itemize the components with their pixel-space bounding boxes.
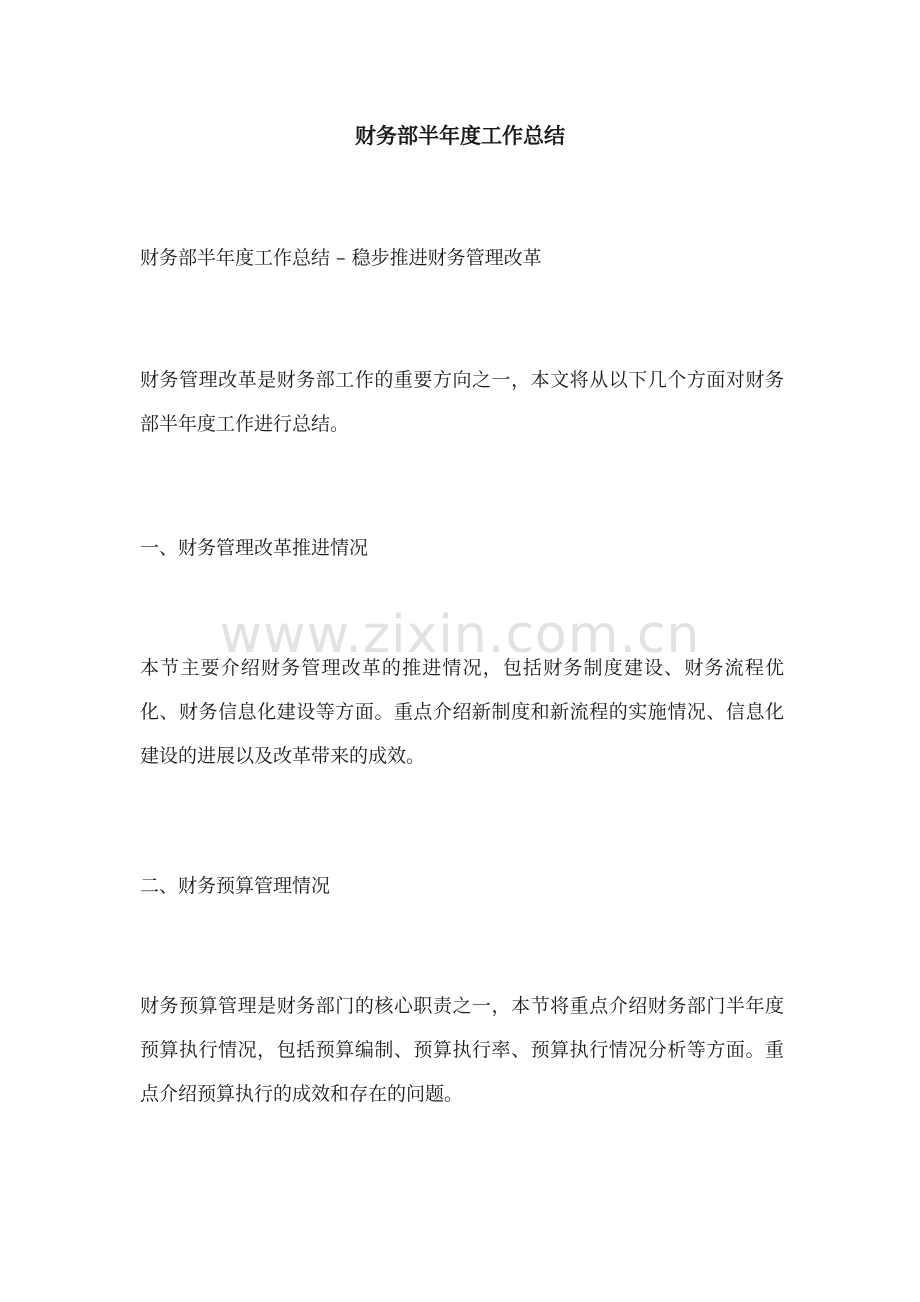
document-subtitle: 财务部半年度工作总结 – 稳步推进财务管理改革 <box>140 247 542 269</box>
section-heading-2: 二、财务预算管理情况 <box>140 875 331 897</box>
watermark: www.zixin.com.cn <box>219 605 701 665</box>
document-title: 财务部半年度工作总结 <box>355 123 565 148</box>
intro-paragraph: 财务管理改革是财务部工作的重要方向之一，本文将从以下几个方面对财务部半年度工作进行总结。 <box>140 369 784 435</box>
section-body-1: 本节主要介绍财务管理改革的推进情况，包括财务制度建设、财务流程优化、财务信息化建设等方面。重点介绍新制度和新流程的实施情况、信息化建设的进展以及改革带来的成效。 <box>140 657 784 767</box>
section-heading-1: 一、财务管理改革推进情况 <box>140 537 369 559</box>
section-body-2: 财务预算管理是财务部门的核心职责之一，本节将重点介绍财务部门半年度预算执行情况，包括预算编制、预算执行率、预算执行情况分析等方面。重点介绍预算执行的成效和存在的问题。 <box>140 995 784 1105</box>
